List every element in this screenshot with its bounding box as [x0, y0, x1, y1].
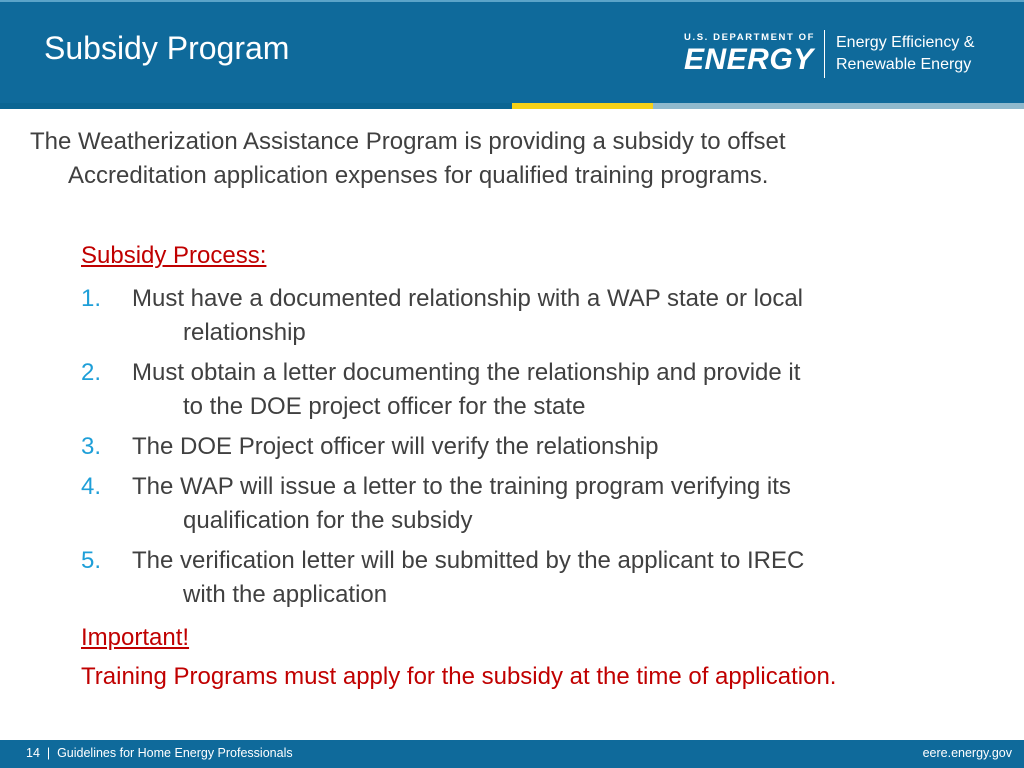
header-top-line: [0, 0, 1024, 2]
process-step: [81, 544, 981, 612]
slide-footer: [0, 740, 1024, 768]
footer-separator: |: [46, 746, 51, 760]
step-line-1: Must obtain a letter documenting the relationship and provide it: [132, 359, 801, 386]
doe-logo: [684, 28, 1014, 80]
logo-office-line-1: Energy Efficiency &: [836, 34, 975, 51]
footer-left: [26, 746, 293, 760]
step-text: [81, 470, 981, 538]
logo-divider: [824, 30, 825, 78]
step-line-2: with the application: [183, 581, 388, 608]
step-line-1: The verification letter will be submitted by the applicant to IREC: [132, 547, 805, 574]
process-step: [81, 430, 981, 464]
step-number: 1.: [81, 285, 102, 312]
intro-line-2: Accreditation application expenses for qualified training programs.: [68, 162, 769, 189]
step-text: [81, 282, 981, 350]
accent-segment-blue: [0, 103, 512, 109]
step-text: [81, 356, 981, 424]
header-accent-bar: [0, 103, 1024, 109]
intro-paragraph: [30, 125, 990, 193]
subsidy-process-heading: Subsidy Process:: [81, 242, 267, 269]
process-step: [81, 470, 981, 538]
process-steps-list: [81, 282, 981, 618]
intro-line-1: The Weatherization Assistance Program is providing a subsidy to offset: [30, 128, 786, 155]
step-text: [81, 544, 981, 612]
step-number: 5.: [81, 547, 102, 574]
logo-office-line-2: Renewable Energy: [836, 56, 972, 73]
step-text: [81, 430, 981, 464]
step-line-2: qualification for the subsidy: [183, 507, 473, 534]
step-line-1: The WAP will issue a letter to the training program verifying its: [132, 473, 791, 500]
step-line-2: to the DOE project officer for the state: [183, 393, 586, 420]
important-heading: Important!: [81, 624, 190, 651]
process-step: [81, 356, 981, 424]
page-number: 14: [26, 746, 40, 760]
logo-office-name: [836, 32, 974, 76]
step-number: 3.: [81, 433, 102, 460]
accent-segment-yellow: [512, 103, 653, 109]
slide-header: [0, 0, 1024, 103]
footer-title: Guidelines for Home Energy Professionals: [57, 746, 293, 760]
logo-energy-text: ENERGY: [684, 43, 814, 76]
step-line-1: Must have a documented relationship with a WAP state or local: [132, 285, 804, 312]
process-step: [81, 282, 981, 350]
important-note: Training Programs must apply for the subsidy at the time of application.: [81, 663, 837, 690]
step-line-2: relationship: [183, 319, 306, 346]
accent-segment-light-blue: [653, 103, 1024, 109]
slide-title: Subsidy Program: [44, 30, 290, 66]
logo-agency-text: U.S. DEPARTMENT OF: [684, 32, 816, 43]
step-line-1: The DOE Project officer will verify the relationship: [132, 433, 659, 460]
footer-url: eere.energy.gov: [922, 746, 1012, 760]
step-number: 2.: [81, 359, 102, 386]
step-number: 4.: [81, 473, 102, 500]
